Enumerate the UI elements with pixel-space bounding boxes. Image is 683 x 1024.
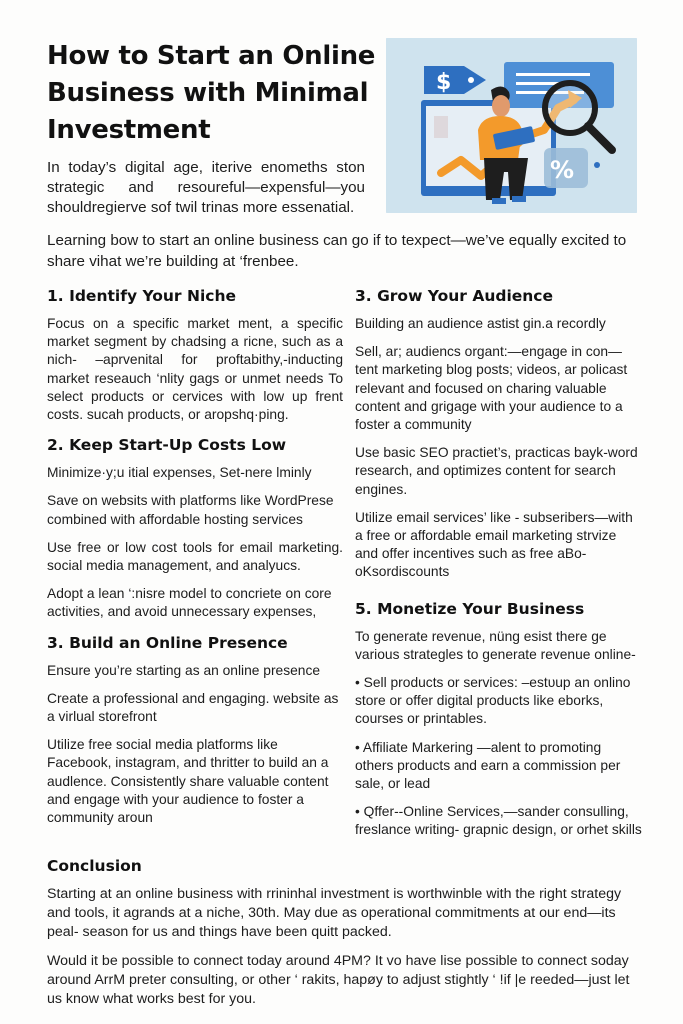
- conclusion-heading: Conclusion: [47, 857, 142, 875]
- section-paragraph: Save on websits with platforms like WordPrese combined with affordable hosting services: [47, 493, 334, 527]
- section-paragraph: Use free or low cost tools for email marketing. social media management, and analyucs.: [47, 539, 343, 574]
- section-paragraph: Sell, ar; audiencs organt:—engage in con—tent marketing blog posts; videos, ar policast relevant and focused on charing valuable content and grigage with your audience to a foster a community: [355, 344, 628, 433]
- article-title: How to Start an Online Business with Minimal Investment: [47, 41, 376, 145]
- hero-illustration: [386, 38, 637, 213]
- right-column: [355, 285, 643, 850]
- section-keep-costs-low: [47, 434, 343, 621]
- svg-text:%: %: [550, 156, 575, 184]
- section-paragraph: Adopt a lean ‘:nisre model to concriete on core activities, and avoid unnecessary expenses,: [47, 586, 332, 620]
- bullet-item: • Qffer--Online Services,—sander consulling, freslance writing- grapnic design, or orhet skills: [355, 804, 642, 838]
- conclusion-paragraph: Would it be possible to connect today around 4PM? It vo have lise possible to connect soday around ArrM preter consulting, or other ‘ rakits, hapøy to adjust stightly ‘ !if |e reeded—just let us know what works best for you.: [47, 953, 630, 1007]
- bullet-item: • Affiliate Markering —alent to promoting others products and earn a commission per sale, or lead: [355, 739, 621, 792]
- hero-illustration-svg: [386, 38, 637, 213]
- section-paragraph: Create a professional and engaging. website as a virlual storefront: [47, 690, 339, 725]
- section-online-presence: [47, 632, 343, 828]
- section-heading: 3. Build an Online Presence: [47, 633, 288, 652]
- section-paragraph: Ensure you’re starting as an online presence: [47, 662, 321, 678]
- section-paragraph: Utilize email services’ like - subseribers—with a free or affordable email marketing strvize and offer incentives such as free aBo-oKsordiscounts: [355, 509, 633, 580]
- section-paragraph: Focus on a specific market ment, a specific market segment by chadsing a ricne, such as a nich- –aprvenital for proftabithy,-inducting market reseauch ‘nlity gags or unmet needs To select products or cervices with low up frent costs. sucah products, or aropshq·ping.: [47, 316, 343, 423]
- section-paragraph: Building an audience astist gin.a recordly: [355, 316, 606, 331]
- section-grow-audience: [355, 285, 643, 582]
- svg-text:$: $: [436, 70, 452, 95]
- conclusion-paragraph: Starting at an online business with rrininhal investment is worthwinble with the right strategy and tools, it agrands at a niche, 30th. May due as operational commitments at our end—its peal- season for us and things have been quitt packed.: [47, 886, 622, 940]
- section-paragraph: Use basic SEO practiet’s, practicas bayk-word research, and optimizes content for search engines.: [355, 445, 638, 497]
- section-heading: 5. Monetize Your Business: [355, 599, 585, 618]
- section-paragraph: Minimize·y;u itial expenses, Set-nere lminly: [47, 465, 312, 481]
- conclusion-section: [47, 855, 642, 1019]
- section-heading: 2. Keep Start-Up Costs Low: [47, 436, 287, 455]
- section-monetize-business: [355, 598, 643, 840]
- section-paragraph: To generate revenue, nüng esist there ge various strategles to generate revenue online-: [355, 628, 636, 662]
- lead-paragraph: Learning bow to start an online business can go if to texpect—we’ve equally excited to share vihat we’re building at ‘frenbee.: [47, 232, 627, 270]
- intro-paragraph: In today’s digital age, iterive enomeths ston strategic and resoureful—expensful—you shouldregierve sof twil trinas more essenatial.: [47, 159, 365, 216]
- left-column: [47, 285, 343, 837]
- bullet-item: • Sell products or services: –estυup an onlino store or offer digital products like eborks, courses or printables.: [355, 675, 631, 727]
- section-paragraph: Utilize free social media platforms like Facebook, instagram, and thritter to build an a audlence. Consistently share valuable content and engage with your audience to foster a community aroun: [47, 737, 329, 826]
- section-identify-niche: [47, 285, 343, 424]
- section-heading: 3. Grow Your Audience: [355, 287, 554, 305]
- section-heading: 1. Identify Your Niche: [47, 287, 236, 305]
